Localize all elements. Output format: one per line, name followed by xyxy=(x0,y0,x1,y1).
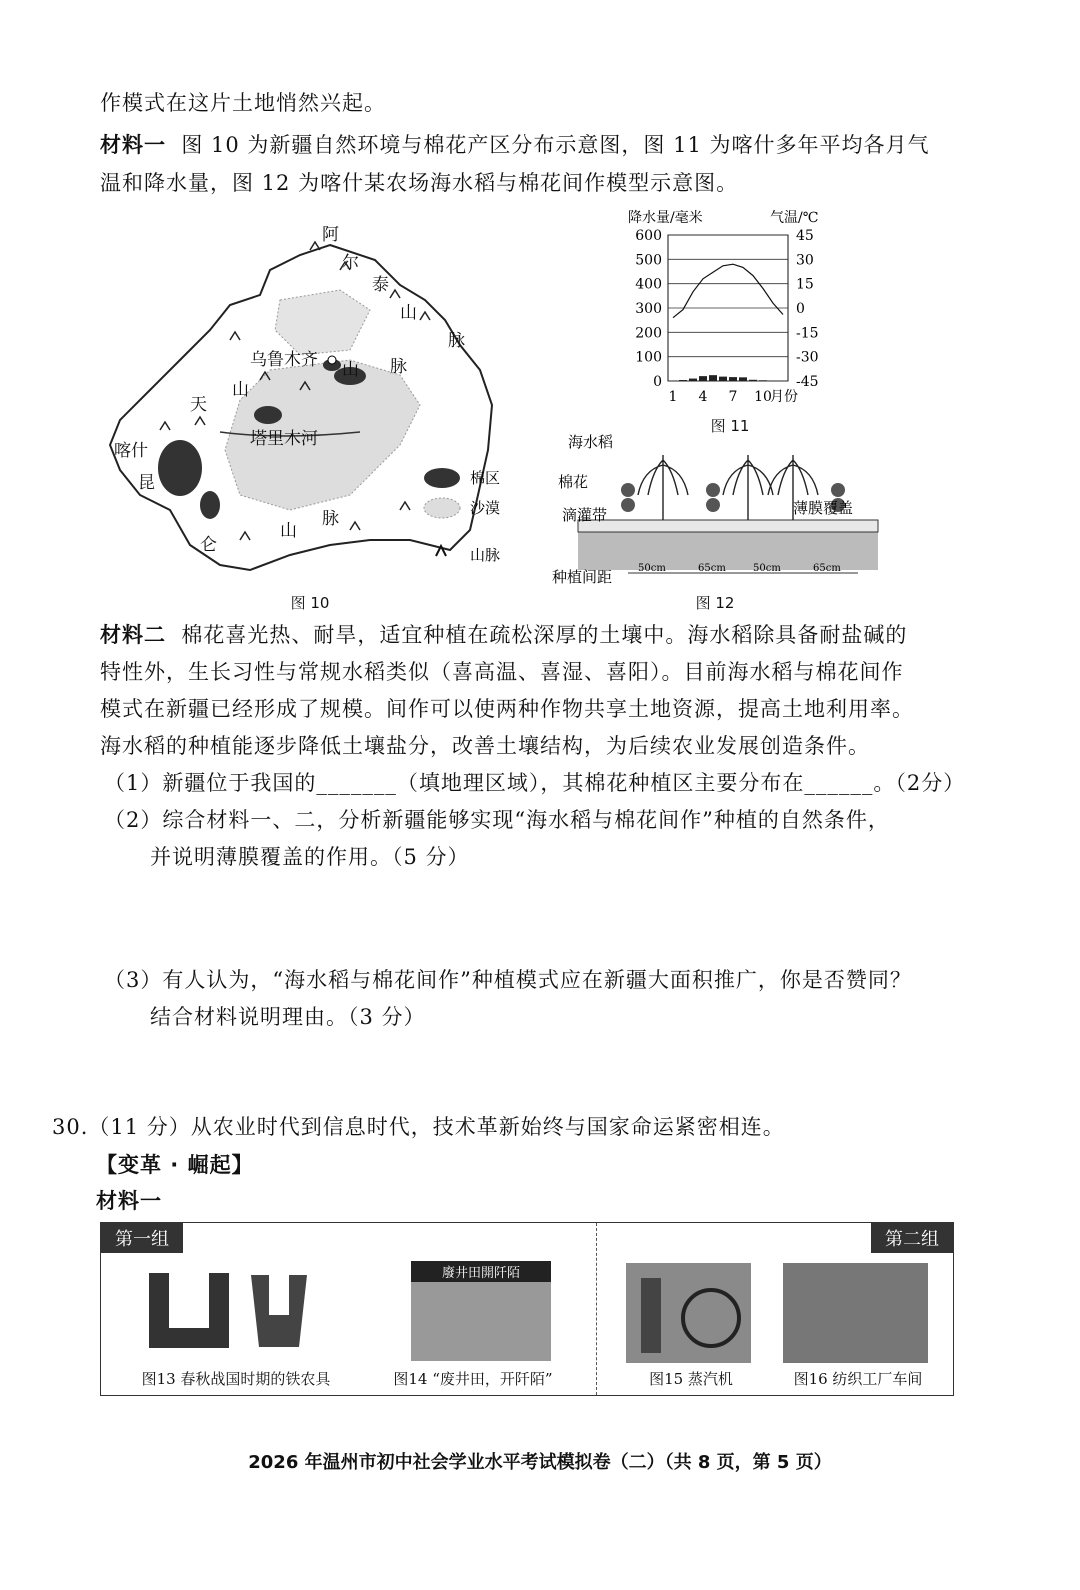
precip-bar xyxy=(719,377,727,381)
cotton-area-kashgar xyxy=(158,440,202,496)
spacing-3: 50cm xyxy=(753,563,781,574)
label-mai2: 脉 xyxy=(390,357,407,377)
label-urumqi: 乌鲁木齐 xyxy=(250,350,318,370)
x-unit: 月份 xyxy=(770,389,798,405)
label-er: 尔 xyxy=(342,253,359,273)
film-cover xyxy=(578,520,878,532)
question-30: 30.（11 分）从农业时代到信息时代，技术革新始终与国家命运紧密相连。 xyxy=(52,1115,785,1139)
precip-bar xyxy=(689,379,697,381)
left-axis-title: 降水量/毫米 xyxy=(628,210,703,226)
legend-desert-swatch xyxy=(424,498,460,518)
label-shan4: 山 xyxy=(280,521,297,541)
x-tick: 1 xyxy=(668,389,678,405)
precip-bar xyxy=(739,377,747,381)
urumqi-dot xyxy=(328,356,336,364)
right-tick: 30 xyxy=(796,252,814,269)
x-tick: 10 xyxy=(754,389,772,405)
precip-bar xyxy=(709,375,717,381)
material2-text4: 海水稻的种植能逐步降低土壤盐分，改善土壤结构，为后续农业发展创造条件。 xyxy=(100,734,870,758)
material1-label: 材料一 xyxy=(100,133,166,157)
page-footer: 2026 年温州市初中社会学业水平考试模拟卷（二）（共 8 页，第 5 页） xyxy=(248,1452,832,1473)
x-tick: 7 xyxy=(728,389,738,405)
right-tick: 15 xyxy=(796,276,814,293)
cotton-area-aksu xyxy=(254,406,282,424)
material1-line1 xyxy=(100,130,930,160)
junggar-desert xyxy=(275,290,370,355)
intro-tail: 作模式在这片土地悄然兴起。 xyxy=(100,91,386,115)
xinjiang-map xyxy=(100,210,520,590)
precip-bar xyxy=(729,377,737,381)
material2-line1 xyxy=(100,620,907,650)
fig14-caption: 图14 “废井田，开阡陌” xyxy=(393,1370,553,1388)
material1-text2: 温和降水量，图 12 为喀什某农场海水稻与棉花间作模型示意图。 xyxy=(100,171,739,195)
material2-text3: 模式在新疆已经形成了规模。间作可以使两种作物共享土地资源，提高土地利用率。 xyxy=(100,697,914,721)
spacing-4: 65cm xyxy=(813,563,841,574)
label-lun: 仑 xyxy=(200,535,217,555)
fig10-caption: 图 10 xyxy=(290,594,330,612)
textile-factory-image xyxy=(783,1263,928,1363)
label-a: 阿 xyxy=(322,225,339,245)
right-tick: -30 xyxy=(796,349,819,366)
drip-label: 滴灌带 xyxy=(562,506,608,524)
precip-bar xyxy=(749,380,757,381)
left-tick: 100 xyxy=(635,349,662,366)
legend-cotton-swatch xyxy=(424,468,460,488)
left-tick: 200 xyxy=(635,325,662,342)
cotton-label: 棉花 xyxy=(558,473,589,491)
fig12-caption: 图 12 xyxy=(695,594,735,612)
question-3-line2: 结合材料说明理由。（3 分） xyxy=(150,1005,426,1029)
temperature-line xyxy=(673,264,783,318)
legend-mountain-label: 山脉 xyxy=(470,546,501,564)
precip-bar xyxy=(699,376,707,381)
group2-tag: 第二组 xyxy=(871,1223,953,1253)
label-kun: 昆 xyxy=(138,473,155,493)
left-tick: 400 xyxy=(635,276,662,293)
film-label: 薄膜覆盖 xyxy=(793,499,854,517)
label-tian: 天 xyxy=(190,395,207,415)
reform-image-title: 廢井田開阡陌 xyxy=(411,1261,551,1282)
precip-bar xyxy=(759,380,767,381)
climate-chart xyxy=(620,205,840,410)
figure-groups-box xyxy=(100,1222,954,1396)
fig11-caption: 图 11 xyxy=(710,417,750,435)
left-tick: 600 xyxy=(635,228,662,244)
rice-plants xyxy=(638,455,818,520)
iron-tools-image xyxy=(141,1263,311,1353)
material2-label: 材料二 xyxy=(100,623,166,647)
fig16-caption: 图16 纺织工厂车间 xyxy=(793,1370,923,1388)
spacing-2: 65cm xyxy=(698,563,726,574)
spacing-1: 50cm xyxy=(638,563,666,574)
x-tick: 4 xyxy=(698,389,708,405)
left-tick: 300 xyxy=(635,301,662,317)
material2-text2: 特性外，生长习性与常规水稻类似（喜高温、喜湿、喜阳）。目前海水稻与棉花间作 xyxy=(100,660,904,684)
label-shan: 山 xyxy=(400,303,417,323)
group1-tag: 第一组 xyxy=(101,1223,183,1253)
rice-label: 海水稻 xyxy=(568,433,614,451)
material30-label: 材料一 xyxy=(96,1189,162,1213)
legend-desert-label: 沙漠 xyxy=(470,499,501,517)
right-tick: -15 xyxy=(796,325,819,342)
label-tai: 泰 xyxy=(372,275,389,295)
section-title: 【变革 · 崛起】 xyxy=(96,1153,254,1177)
reform-image xyxy=(411,1261,551,1361)
intercrop-diagram xyxy=(548,425,888,585)
left-tick: 0 xyxy=(653,374,662,390)
right-axis-title: 气温/℃ xyxy=(770,210,819,226)
question-2-line2: 并说明薄膜覆盖的作用。（5 分） xyxy=(150,845,470,869)
label-mai3: 脉 xyxy=(322,509,339,529)
question-1: （1）新疆位于我国的_______（填地理区域），其棉花种植区主要分布在______。（2分） xyxy=(104,771,966,795)
fig15-caption: 图15 蒸汽机 xyxy=(649,1370,733,1388)
label-mai: 脉 xyxy=(448,331,465,351)
steam-engine-image xyxy=(626,1263,751,1363)
material1-text1: 图 10 为新疆自然环境与棉花产区分布示意图，图 11 为喀什多年平均各月气 xyxy=(181,133,930,157)
right-tick: -45 xyxy=(796,374,819,390)
question-3-line1: （3）有人认为，“海水稻与棉花间作”种植模式应在新疆大面积推广，你是否赞同？ xyxy=(104,968,912,992)
label-shan2: 山 xyxy=(342,360,359,380)
left-tick: 500 xyxy=(635,252,662,269)
legend-cotton-label: 棉区 xyxy=(470,469,501,487)
precip-bar xyxy=(679,380,687,381)
question-2-line1: （2）综合材料一、二，分析新疆能够实现“海水稻与棉花间作”种植的自然条件， xyxy=(104,808,890,832)
label-kashgar: 喀什 xyxy=(114,441,148,461)
right-tick: 0 xyxy=(796,301,805,317)
label-tarim: 塔里木河 xyxy=(250,429,318,449)
fig13-caption: 图13 春秋战国时期的铁农具 xyxy=(141,1370,331,1388)
spacing-label: 种植间距 xyxy=(552,568,613,585)
group-divider xyxy=(596,1223,597,1395)
cotton-area-south xyxy=(200,491,220,519)
right-tick: 45 xyxy=(796,228,814,244)
material2-text1: 棉花喜光热、耐旱，适宜种植在疏松深厚的土壤中。海水稻除具备耐盐碱的 xyxy=(181,623,908,647)
label-shan3: 山 xyxy=(232,380,249,400)
